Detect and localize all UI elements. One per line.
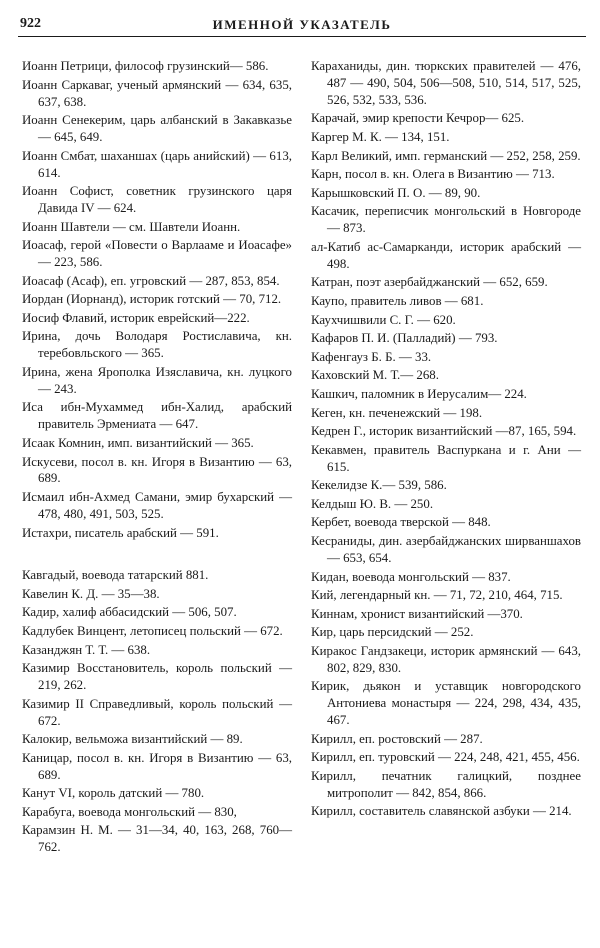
- index-entry: Исаак Комнин, имп. византийский — 365.: [22, 435, 254, 450]
- index-entry: Каухчишвили С. Г. — 620.: [311, 312, 456, 327]
- index-entry: Карачай, эмир крепости Кечрор— 625.: [311, 111, 525, 126]
- left-column: [22, 58, 292, 858]
- index-entry: Карабуга, воевода монгольский — 830,: [22, 804, 237, 819]
- index-entry: Иоанн Шавтели — см. Шавтели Иоанн.: [22, 219, 241, 234]
- index-entry: Иоасаф (Асаф), еп. угровский — 287, 853, 854.: [22, 273, 280, 288]
- index-entry: Карышковский П. О. — 89, 90.: [311, 185, 481, 200]
- index-entry: Иоанн Саркаваг, ученый армянский — 634, 635, 637, 638.: [22, 77, 292, 109]
- index-entry: ал-Катиб ас-Самарканди, историк арабский — 498.: [311, 239, 581, 271]
- index-entry: Кедрен Г., историк византийский —87, 165, 594.: [311, 424, 577, 439]
- index-entry: Карамзин Н. М. — 31—34, 40, 163, 268, 760—762.: [22, 823, 292, 855]
- index-entry: Кирилл, составитель славянской азбуки — 214.: [311, 804, 572, 819]
- page-header: [18, 14, 586, 37]
- index-entry: Каупо, правитель ливов — 681.: [311, 293, 484, 308]
- index-entry: Кафенгауз Б. Б. — 33.: [311, 349, 432, 364]
- index-entry: Кекелидзе К.— 539, 586.: [311, 478, 447, 493]
- index-entry: Кидан, воевода монгольский — 837.: [311, 569, 511, 584]
- index-entry: Иоанн Сенекерим, царь албанский в Закавказье — 645, 649.: [22, 113, 292, 144]
- index-entry: Казимир Восстановитель, король польский — 219, 262.: [22, 661, 292, 693]
- index-entry: Кирилл, еп. туровский — 224, 248, 421, 455, 456.: [311, 750, 580, 765]
- index-entry: Кадлубек Винцент, летописец польский — 672.: [22, 623, 283, 638]
- index-entry: Казанджян Т. Т. — 638.: [22, 642, 151, 657]
- page-number: 922: [20, 16, 41, 31]
- index-entry: Кий, легендарный кн. — 71, 72, 210, 464, 715.: [311, 588, 563, 603]
- index-entry: Каховский М. Т.— 268.: [311, 368, 439, 383]
- index-entry: Иоанн Софист, советник грузинского царя Давида IV — 624.: [22, 184, 292, 215]
- index-entry: Кирилл, печатник галицкий, позднее митрополит — 842, 854, 866.: [311, 768, 581, 800]
- index-entry: Каргер М. К. — 134, 151.: [311, 130, 450, 144]
- index-entry: Иса ибн-Мухаммед ибн-Халид, арабский правитель Эрмениата — 647.: [22, 400, 292, 432]
- index-entry: Истахри, писатель арабский — 591.: [22, 525, 219, 540]
- index-entry: Иоанн Смбат, шаханшах (царь анийский) — 613, 614.: [22, 148, 292, 180]
- running-title: ИМЕННОЙ УКАЗАТЕЛЬ: [212, 17, 392, 32]
- index-entry: Ирина, жена Ярополка Изяславича, кн. луцкого — 243.: [22, 364, 292, 396]
- index-entry: Калокир, вельможа византийский — 89.: [22, 732, 243, 747]
- index-entry: Кир, царь персидский — 252.: [311, 625, 474, 640]
- index-entry: Кавелин К. Д. — 35—38.: [22, 586, 160, 601]
- index-entry: Кербет, воевода тверской — 848.: [311, 515, 491, 530]
- index-entry: Келдыш Ю. В. — 250.: [311, 496, 434, 511]
- index-entry: Исмаил ибн-Ахмед Самани, эмир бухарский — 478, 480, 491, 503, 525.: [22, 490, 292, 521]
- index-entry: Кирилл, еп. ростовский — 287.: [311, 731, 483, 746]
- index-entry: Карн, посол в. кн. Олега в Византию — 713.: [311, 167, 555, 182]
- index-entry: Иоасаф, герой «Повести о Варлааме и Иоасафе» — 223, 586.: [22, 238, 292, 270]
- index-entry: Караханиды, дин. тюркских правителей — 476, 487 — 490, 504, 506—508, 510, 514, 517, 525, 526, 532, 533, 536.: [311, 59, 581, 107]
- index-entry: Киракос Гандзакеци, историк армянский — 643, 802, 829, 830.: [311, 643, 581, 675]
- index-entry: Ирина, дочь Володаря Ростиславича, кн. теребовльского — 365.: [22, 329, 292, 361]
- section-gap: [22, 543, 292, 567]
- index-entry: Кадир, халиф аббасидский — 506, 507.: [22, 605, 237, 620]
- index-entry: Касачик, переписчик монгольский в Новгороде — 873.: [311, 204, 581, 236]
- index-entry: Кавгадый, воевода татарский 881.: [22, 568, 209, 583]
- index-entry: Иоанн Петрици, философ грузинский— 586.: [22, 59, 269, 73]
- index-entry: Киннам, хронист византийский —370.: [311, 606, 523, 621]
- index-entry: Иордан (Иорнанд), историк готский — 70, 712.: [22, 292, 282, 307]
- index-entry: Кафаров П. И. (Палладий) — 793.: [311, 331, 498, 346]
- index-entry: Катран, поэт азербайджанский — 652, 659.: [311, 275, 548, 290]
- index-entry: Кесраниды, дин. азербайджанских ширваншахов — 653, 654.: [311, 534, 581, 565]
- index-entry: Казимир II Справедливый, король польский — 672.: [22, 696, 292, 728]
- index-entry: Канут VI, король датский — 780.: [22, 786, 205, 801]
- index-entry: Карл Великий, имп. германский — 252, 258, 259.: [311, 148, 581, 163]
- index-entry: Каницар, посол в. кн. Игоря в Византию — 63, 689.: [22, 750, 292, 782]
- index-entry: Кекавмен, правитель Васпуркана и г. Ани — 615.: [311, 442, 581, 474]
- index-entry: Кашкич, паломник в Иерусалим— 224.: [311, 386, 527, 401]
- index-entry: Иосиф Флавий, историк еврейский—222.: [22, 310, 250, 325]
- right-column: [311, 58, 581, 822]
- index-entry: Кеген, кн. печенежский — 198.: [311, 405, 483, 420]
- index-entry: Искусеви, посол в. кн. Игоря в Византию — 63, 689.: [22, 454, 292, 486]
- index-entry: Кирик, дьякон и уставщик новгородского Антониева монастыря — 224, 298, 434, 435, 467.: [311, 679, 581, 728]
